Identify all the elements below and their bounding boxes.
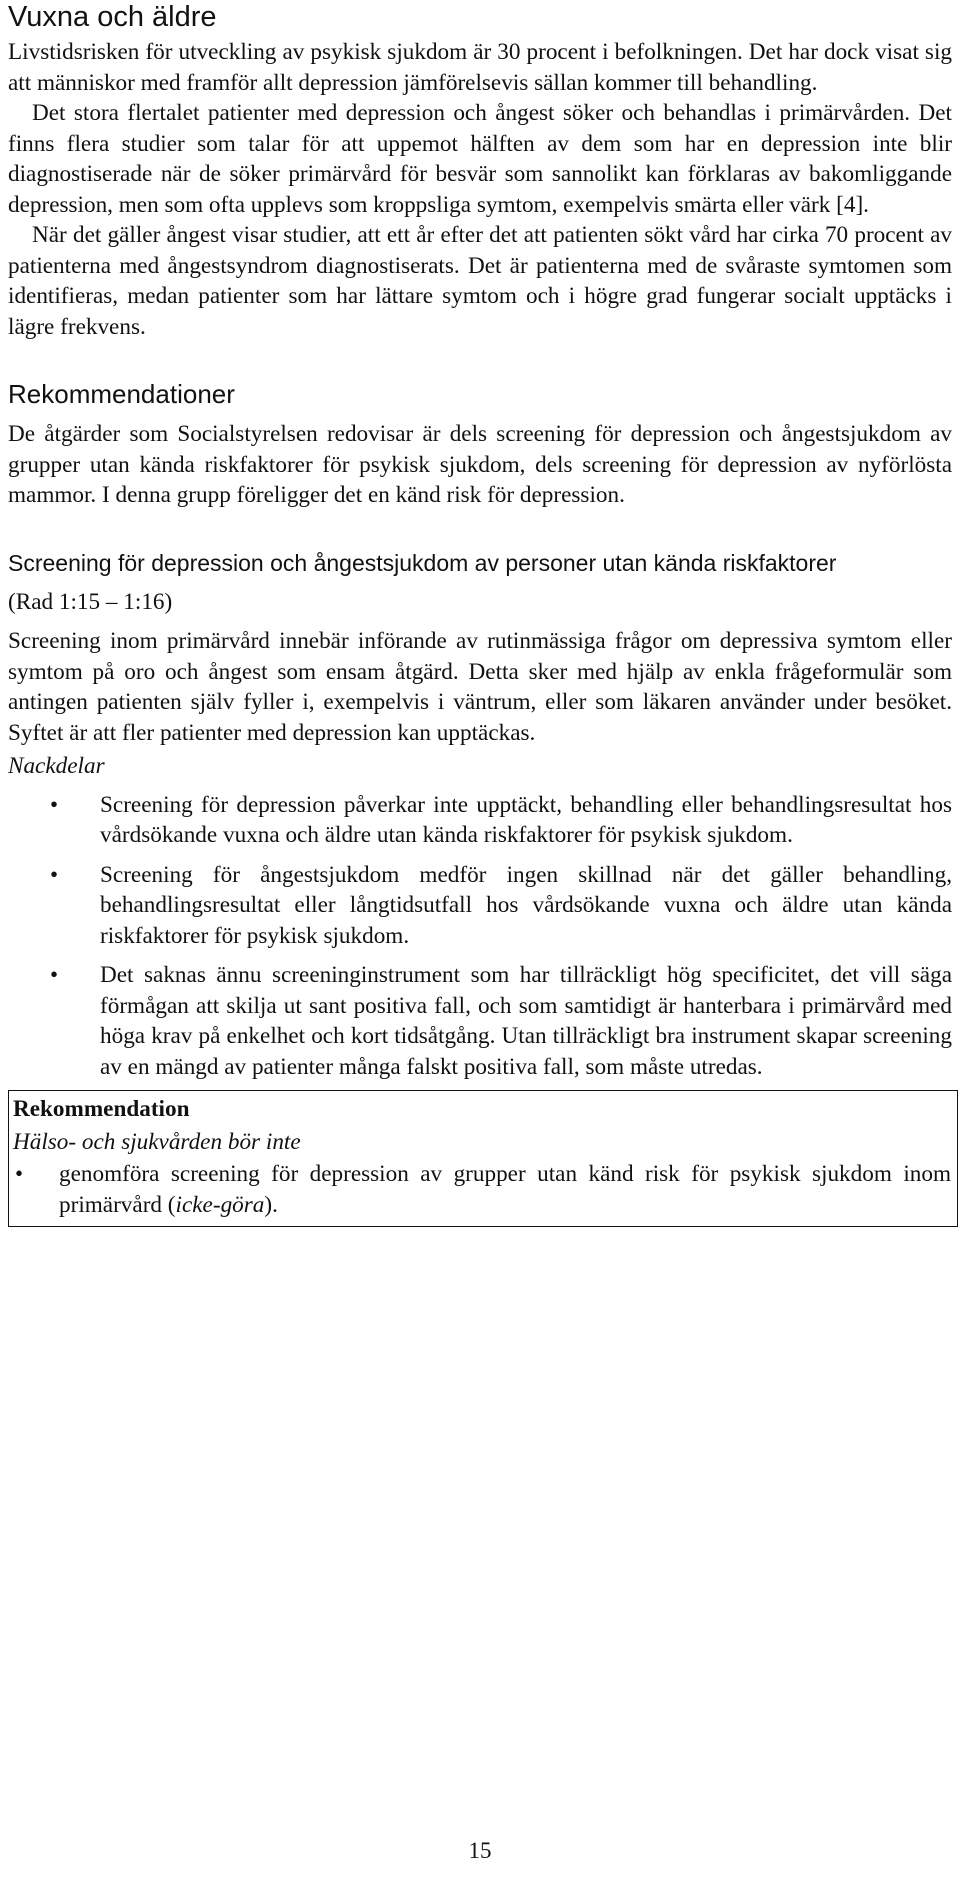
recommendation-item-italic: icke-göra <box>175 1191 265 1218</box>
list-item <box>8 960 952 1082</box>
bullet-icon: • <box>50 861 59 887</box>
recommendation-subtitle: Hälso- och sjukvården bör inte <box>13 1128 301 1155</box>
recommendation-title: Rekommendation <box>13 1096 190 1122</box>
recommendation-item-text: genomföra screening för depression av grupper utan känd risk för psykisk sjukdom inom primärvård ( <box>59 1161 951 1218</box>
recommendation-list <box>13 1159 951 1220</box>
drawbacks-label: Nackdelar <box>8 753 105 779</box>
list-item <box>13 1159 951 1220</box>
bullet-icon: • <box>50 791 59 817</box>
drawback-text: Det saknas ännu screeninginstrument som har tillräckligt hög specificitet, det vill säga förmågan att skilja ut sant positiva fall, och som samtidigt är hanterbara i primärvård med höga krav på enkelhet och kort tidsåtgång. Utan tillräckligt bra instrument skapar screening av en mängd av patienter många falskt positiva fall, som måste utredas. <box>100 962 952 1080</box>
page-number: 15 <box>468 1838 492 1863</box>
drawbacks-list <box>8 790 952 1083</box>
paragraph-screening: Screening inom primärvård innebär införande av rutinmässiga frågor om depressiva symtom eller symtom på oro och ångest som ensam åtgärd. Detta sker med hjälp av enkla frågeformulär som antingen patienten själv fyller i, exempelvis i väntrum, eller som läkaren använder under besöket. Syftet är att fler patienter med depression kan upptäckas. <box>8 628 952 746</box>
drawback-text: Screening för depression påverkar inte upptäckt, behandling eller behandlingsresultat hos vårdsökande vuxna och äldre utan kända riskfaktorer för psykisk sjukdom. <box>100 791 952 848</box>
bullet-icon: • <box>15 1161 24 1186</box>
heading-rekommendationer: Rekommendationer <box>8 379 235 409</box>
recommendation-box <box>8 1090 958 1227</box>
list-item <box>8 860 952 952</box>
list-item <box>8 790 952 851</box>
paragraph-livstidsrisken: Livstidsrisken för utveckling av psykisk sjukdom är 30 procent i befolkningen. Det har dock visat sig att människor med framför allt depression jämförelsevis sällan kommer till behandling. <box>8 39 952 96</box>
heading-screening: Screening för depression och ångestsjukdom av personer utan kända riskfaktorer <box>8 549 837 576</box>
recommendation-item <box>59 1159 951 1220</box>
heading-vuxna-och-aldre: Vuxna och äldre <box>8 1 217 33</box>
row-reference: (Rad 1:15 – 1:16) <box>8 588 173 615</box>
bullet-icon: • <box>50 962 59 987</box>
paragraph-atgarder: De åtgärder som Socialstyrelsen redovisar är dels screening för depression och ångestsjukdom av grupper utan kända riskfaktorer för psykisk sjukdom, dels screening för depression av nyförlösta mammor. I denna grupp föreligger det en känd risk för depression. <box>8 421 952 508</box>
paragraph-primarvarden: Det stora flertalet patienter med depression och ångest söker och behandlas i primärvården. Det finns flera studier som talar för att uppemot hälften av dem som har en depression inte blir diagnostiserade när de söker primärvård för besvär som sannolikt kan förklaras av bakomliggande depression, men som ofta upplevs som kroppsliga symtom, exempelvis smärta eller värk [4]. <box>8 100 952 218</box>
recommendation-item-end: ). <box>264 1191 278 1218</box>
paragraph-angest: När det gäller ångest visar studier, att ett år efter det att patienten sökt vård har cirka 70 procent av patienterna med ångestsyndrom diagnostiserats. Det är patienterna med de svåraste symtomen som identifieras, medan patienter som har lättare symtom och i högre grad fungerar socialt upptäcks i lägre frekvens. <box>8 222 952 340</box>
drawback-text: Screening för ångestsjukdom medför ingen skillnad när det gäller behandling, behandlingsresultat eller långtidsutfall hos vårdsökande vuxna och äldre utan kända riskfaktorer för psykisk sjukdom. <box>100 861 952 949</box>
document-page <box>8 0 952 1227</box>
